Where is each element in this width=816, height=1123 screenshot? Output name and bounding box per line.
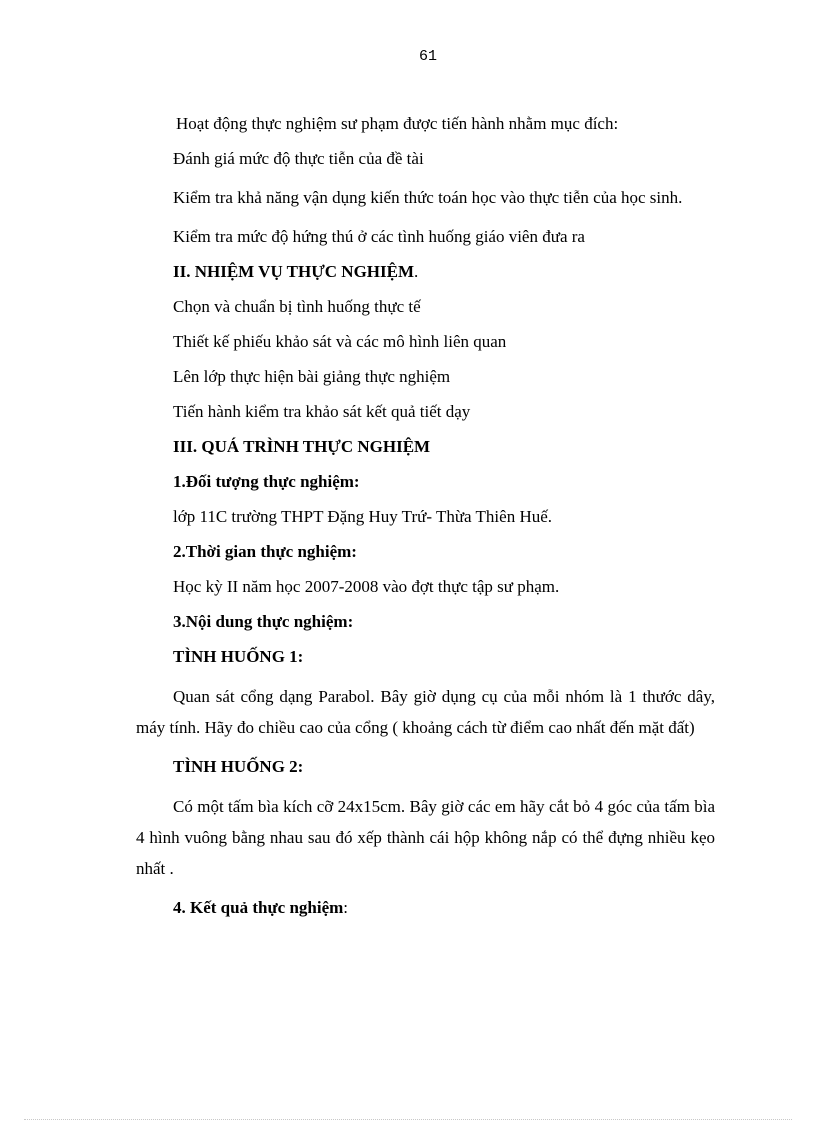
subsection-2-heading: 2.Thời gian thực nghiệm: — [173, 542, 357, 561]
task-item-3: Lên lớp thực hiện bài giảng thực nghiệm — [173, 367, 451, 386]
intro-paragraph — [136, 113, 715, 148]
section-2-period: . — [414, 262, 419, 281]
situation-2-heading: TÌNH HUỐNG 2: — [173, 757, 304, 776]
task-item-2: Thiết kế phiếu khảo sát và các mô hình liên quan — [173, 332, 507, 351]
situation-1-text: Quan sát cổng dạng Parabol. Bây giờ dụng cụ của mỗi nhóm là 1 thước dây, máy tính. Hãy đo chiều cao của cổng ( khoảng cách từ điểm cao nhất đến mặt đất) — [136, 687, 715, 737]
purpose-item-1: Đánh giá mức độ thực tiễn của đề tài — [173, 149, 424, 168]
page-number: 61 — [418, 48, 437, 65]
document-body — [136, 113, 715, 932]
situation-2-text: Có một tấm bìa kích cỡ 24x15cm. Bây giờ các em hãy cắt bỏ 4 góc của tấm bìa 4 hình vuông bằng nhau sau đó xếp thành cái hộp không nắp có thể đựng nhiều kẹo nhất . — [136, 797, 715, 878]
task-item-4: Tiến hành kiểm tra khảo sát kết quả tiết dạy — [173, 402, 471, 421]
page-bottom-rule — [24, 1119, 792, 1120]
situation-1-heading: TÌNH HUỐNG 1: — [173, 647, 304, 666]
subsection-3-heading: 3.Nội dung thực nghiệm: — [173, 612, 354, 631]
intro-text: Hoạt động thực nghiệm sư phạm được tiến hành nhằm mục đích: — [176, 114, 619, 133]
subsection-4-heading: 4. Kết quả thực nghiệm — [173, 898, 344, 917]
purpose-item-3: Kiểm tra mức độ hứng thú ở các tình huống giáo viên đưa ra — [173, 227, 585, 246]
subsection-4-heading-line — [136, 897, 715, 932]
subsection-4-colon: : — [343, 898, 349, 917]
task-item-1: Chọn và chuẩn bị tình huống thực tế — [173, 297, 421, 316]
subsection-1-text: lớp 11C trường THPT Đặng Huy Trứ- Thừa Thiên Huế. — [173, 507, 553, 526]
subsection-1-heading: 1.Đối tượng thực nghiệm: — [173, 472, 360, 491]
section-3-heading: III. QUÁ TRÌNH THỰC NGHIỆM — [173, 437, 431, 456]
subsection-2-text: Học kỳ II năm học 2007-2008 vào đợt thực tập sư phạm. — [173, 577, 560, 596]
section-2-heading-line — [136, 261, 715, 296]
section-2-heading: II. NHIỆM VỤ THỰC NGHIỆM — [173, 262, 415, 281]
purpose-item-2: Kiểm tra khả năng vận dụng kiến thức toán học vào thực tiễn của học sinh. — [173, 188, 683, 207]
